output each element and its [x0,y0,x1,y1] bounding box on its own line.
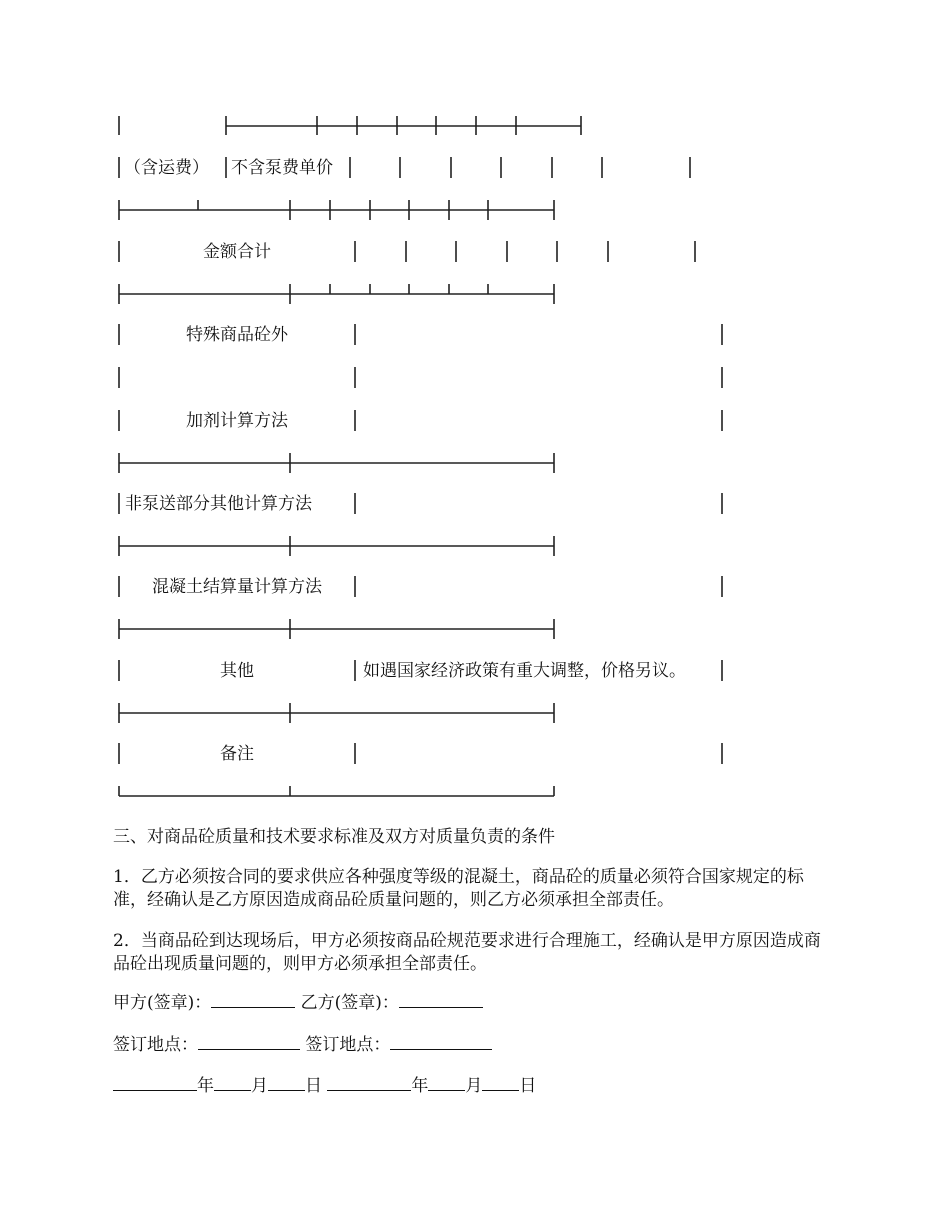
border-row-6 [119,619,554,639]
place-a-label: 签订地点： [113,1035,198,1055]
border-row-3 [119,284,554,304]
border-bottom [119,786,554,796]
party-b-label: 乙方(签章)： [300,993,399,1013]
party-a-label: 甲方(签章)： [113,993,212,1013]
label-remarks: 备注 [220,744,254,764]
label-special-admixture-1: 特殊商品砼外 [186,325,288,345]
section-heading: 三、对商品砼质量和技术要求标准及双方对质量负责的条件 [113,827,555,847]
signature-line [113,991,483,1014]
month-b-label: 月 [465,1076,483,1096]
border-row-1 [119,116,581,135]
label-unit-price-excl-pump: 不含泵费单价 [231,158,333,178]
value-other-price-note: 如遇国家经济政策有重大调整，价格另议。 [363,661,686,681]
year-a-label: 年 [197,1076,214,1096]
year-b-label: 年 [411,1076,429,1096]
border-row-4 [119,453,554,473]
day-b-blank[interactable] [482,1074,519,1091]
label-special-admixture-2: 加剂计算方法 [186,411,288,431]
clause-1: 1．乙方必须按合同的要求供应各种强度等级的混凝土，商品砼的质量必须符合国家规定的标准，经确认是乙方原因造成商品砼质量问题的，则乙方必须承担全部责任。 [113,867,804,910]
place-b-label: 签订地点： [305,1035,391,1055]
label-total-amount: 金额合计 [203,242,271,262]
year-a-blank[interactable] [113,1074,197,1091]
border-row-2 [119,200,554,220]
border-row-7 [119,703,554,723]
label-including-freight: （含运费） [124,158,209,178]
place-b-blank[interactable] [390,1033,492,1050]
label-settlement-calc: 混凝土结算量计算方法 [152,577,322,597]
label-other: 其他 [220,661,254,681]
place-a-blank[interactable] [198,1033,300,1050]
clause-2: 2．当商品砼到达现场后，甲方必须按商品砼规范要求进行合理施工，经确认是甲方原因造成商品砼出现质量问题的，则甲方必须承担全部责任。 [113,931,821,974]
month-a-blank[interactable] [214,1074,251,1091]
month-a-label: 月 [251,1076,268,1096]
day-b-label: 日 [519,1076,537,1096]
month-b-blank[interactable] [428,1074,465,1091]
label-non-pumped-calc: 非泵送部分其他计算方法 [125,494,312,514]
day-a-label: 日 [305,1076,322,1096]
party-b-blank[interactable] [399,991,483,1008]
day-a-blank[interactable] [268,1074,305,1091]
date-line [113,1074,536,1097]
party-a-blank[interactable] [211,991,295,1008]
year-b-blank[interactable] [327,1074,411,1091]
place-line [113,1033,492,1056]
border-row-5 [119,536,554,556]
